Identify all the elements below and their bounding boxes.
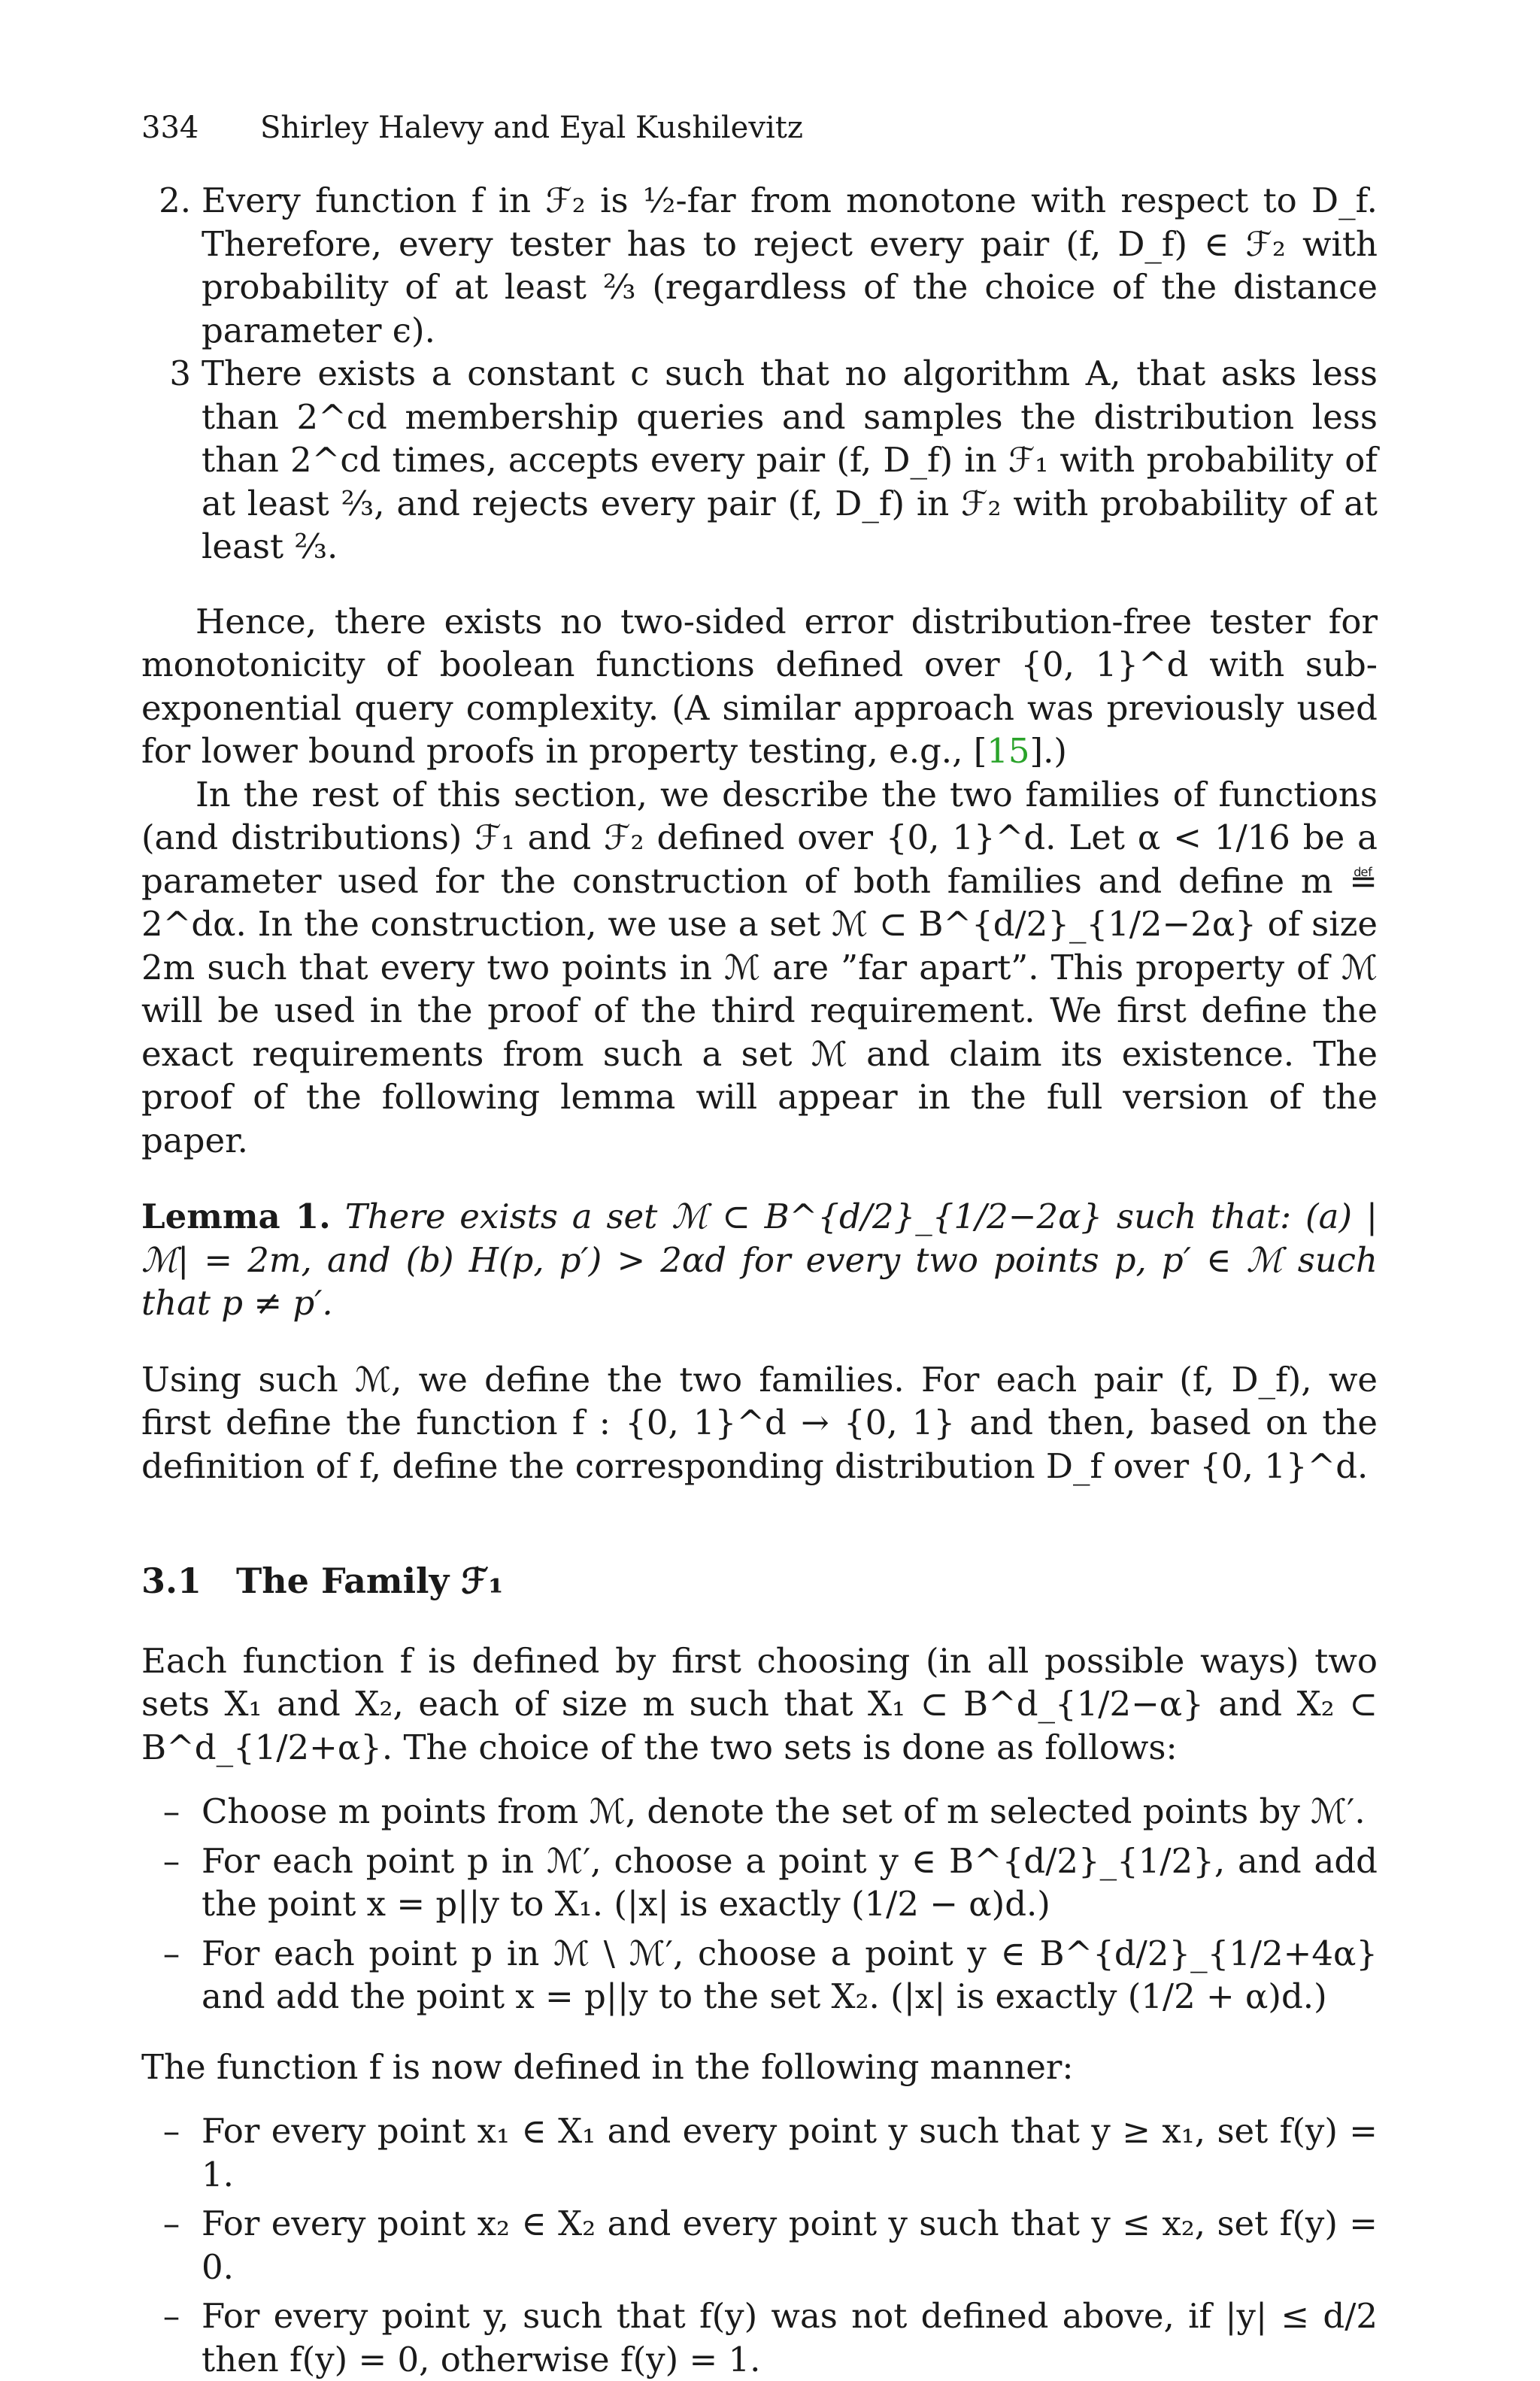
paragraph-rest: In the rest of this section, we describe the two families of functions (and distributions) ℱ₁ and ℱ₂ defined over {0, 1}^d. Let α < 1/16 be a parameter used for the construction of both families and define m ≝ 2^dα. In the construction, we use a set ℳ ⊂ B^{d/2}_{1/2−2α} of size 2m such that every two points in ℳ are ”far apart”. This property of ℳ will be used in the proof of the third requirement. We first define the exact requirements from such a set ℳ and claim its existence. The proof of the following lemma will appear in the full version of the paper. [141, 774, 1378, 1160]
list-item-text: For each point p in ℳ \ ℳ′, choose a point y ∈ B^{d/2}_{1/2+4α} and add the point x = p||y to the set X₂. (|x| is exactly (1/2 + α)d.) [202, 1933, 1378, 2016]
list-item [141, 1790, 1378, 1834]
paragraph-function: The function f is now defined in the following manner: [141, 2046, 1074, 2087]
list-item-text: Choose m points from ℳ, denote the set of m selected points by ℳ′. [202, 1791, 1366, 1831]
list-item-text: For every point x₁ ∈ X₁ and every point y such that y ≥ x₁, set f(y) = 1. [202, 2111, 1378, 2194]
list-item-text: For each point p in ℳ′, choose a point y ∈ B^{d/2}_{1/2}, and add the point x = p||y to X₁. (|x| is exactly (1/2 − α)d.) [202, 1840, 1378, 1924]
lemma-block [141, 1195, 1378, 1325]
section-number: 3.1 [141, 1561, 202, 1601]
bullet-marker: – [162, 2111, 180, 2151]
list-item [141, 1932, 1378, 2019]
list-item-number: 2. [159, 180, 191, 220]
list-item [141, 352, 1378, 569]
list-item [141, 179, 1378, 352]
list-item-text: Every function f in ℱ₂ is ½-far from monotone with respect to D_f. Therefore, every tester has to reject every pair (f, D_f) ∈ ℱ₂ with probability of at least ⅔ (regardless of the choice of the distance parameter ϵ). [202, 180, 1378, 350]
definition-list [141, 2110, 1378, 2381]
paragraph-using: Using such ℳ, we define the two families. For each pair (f, D_f), we first define the function f : {0, 1}^d → {0, 1} and then, based on the definition of f, define the corresponding distribution D_f over {0, 1}^d. [141, 1359, 1378, 1486]
bullet-marker: – [162, 1933, 180, 1973]
list-item [141, 2110, 1378, 2196]
paragraph-hence-text: Hence, there exists no two-sided error distribution-free tester for monotonicity of boolean functions defined over {0, 1}^d with sub-exponential query complexity. (A similar approach was previously used for lower bound proofs in property testing, e.g., [ [141, 601, 1378, 771]
list-item-text: For every point x₂ ∈ X₂ and every point y such that y ≤ x₂, set f(y) = 0. [202, 2204, 1378, 2287]
paragraph-hence [141, 600, 1378, 773]
running-header [141, 113, 1378, 143]
lemma-label: Lemma 1. [141, 1197, 331, 1236]
header-authors: Shirley Halevy and Eyal Kushilevitz [260, 111, 803, 145]
list-item-text: For every point y, such that f(y) was not defined above, if |y| ≤ d/2 then f(y) = 0, otherwise f(y) = 1. [202, 2296, 1378, 2379]
list-item [141, 2202, 1378, 2288]
bullet-marker: – [162, 1791, 180, 1831]
lemma-statement: There exists a set ℳ ⊂ B^{d/2}_{1/2−2α} such that: (a) |ℳ| = 2m, and (b) H(p, p′) > 2αd for every two points p, p′ ∈ ℳ such that p ≠ p′. [141, 1197, 1378, 1323]
list-item-number: 3 [169, 353, 191, 393]
section-heading [141, 1560, 1378, 1603]
page [141, 113, 1378, 2381]
section-title: The Family ℱ₁ [236, 1561, 504, 1601]
citation-link[interactable]: 15 [987, 731, 1030, 771]
list-item-text: There exists a constant c such that no algorithm A, that asks less than 2^cd membership queries and samples the distribution less than 2^cd times, accepts every pair (f, D_f) in ℱ₁ with probability of at least ⅔, and rejects every pair (f, D_f) in ℱ₂ with probability of at least ⅔. [202, 353, 1378, 566]
list-item [141, 1840, 1378, 1926]
list-item [141, 2295, 1378, 2381]
bullet-marker: – [162, 1840, 180, 1881]
page-number: 334 [141, 111, 199, 145]
construction-list [141, 1790, 1378, 2019]
bullet-marker: – [162, 2296, 180, 2336]
paragraph-each: Each function f is defined by first choosing (in all possible ways) two sets X₁ and X₂, each of size m such that X₁ ⊂ B^d_{1/2−α} and X₂ ⊂ B^d_{1/2+α}. The choice of the two sets is done as follows: [141, 1640, 1378, 1767]
paragraph-hence-tail: ].) [1029, 731, 1067, 771]
bullet-marker: – [162, 2204, 180, 2243]
requirements-list [141, 179, 1378, 569]
